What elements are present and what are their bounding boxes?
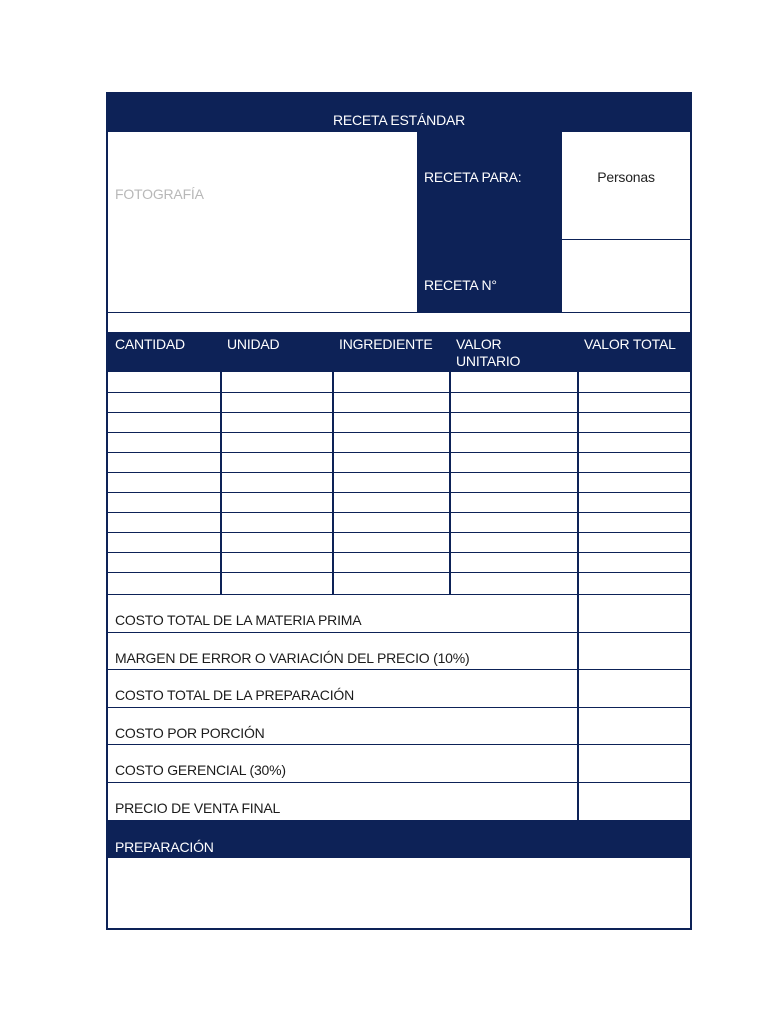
table-row <box>108 492 690 512</box>
table-cell[interactable] <box>583 513 690 532</box>
cost-value-field[interactable] <box>579 633 690 670</box>
table-cell[interactable] <box>455 573 577 592</box>
photo-placeholder: FOTOGRAFÍA <box>115 186 204 202</box>
spacer-row <box>108 312 690 332</box>
table-cell[interactable] <box>455 473 577 492</box>
table-cell[interactable] <box>114 433 220 452</box>
table-cell[interactable] <box>226 573 332 592</box>
table-cell[interactable] <box>226 493 332 512</box>
table-cell[interactable] <box>114 513 220 532</box>
table-cell[interactable] <box>114 573 220 592</box>
table-cell[interactable] <box>226 473 332 492</box>
recipe-for-label: RECETA PARA: <box>424 169 522 185</box>
table-cell[interactable] <box>455 413 577 432</box>
table-row <box>108 552 690 572</box>
cost-row <box>108 594 690 632</box>
cost-row <box>108 707 690 745</box>
cost-value-field[interactable] <box>579 708 690 745</box>
table-cell[interactable] <box>338 453 449 472</box>
table-cell[interactable] <box>226 393 332 412</box>
table-cell[interactable] <box>583 573 690 592</box>
table-row <box>108 392 690 412</box>
table-cell[interactable] <box>226 453 332 472</box>
table-cell[interactable] <box>583 493 690 512</box>
table-cell[interactable] <box>583 393 690 412</box>
table-cell[interactable] <box>338 413 449 432</box>
table-cell[interactable] <box>455 453 577 472</box>
table-cell[interactable] <box>455 533 577 552</box>
cost-value-field[interactable] <box>579 595 690 632</box>
table-cell[interactable] <box>338 473 449 492</box>
table-cell[interactable] <box>114 413 220 432</box>
table-cell[interactable] <box>226 533 332 552</box>
photo-area[interactable] <box>108 132 417 312</box>
table-cell[interactable] <box>583 413 690 432</box>
table-row <box>108 512 690 532</box>
table-cell[interactable] <box>114 453 220 472</box>
preparation-textarea[interactable] <box>108 858 690 928</box>
table-cell[interactable] <box>338 533 449 552</box>
cost-label: PRECIO DE VENTA FINAL <box>115 799 281 816</box>
column-header-quantity: CANTIDAD <box>115 336 185 352</box>
table-cell[interactable] <box>455 493 577 512</box>
recipe-card <box>106 92 692 930</box>
persons-label: Personas <box>597 169 655 185</box>
table-cell[interactable] <box>114 473 220 492</box>
table-cell[interactable] <box>583 372 690 392</box>
table-cell[interactable] <box>226 513 332 532</box>
table-cell[interactable] <box>455 433 577 452</box>
cost-row <box>108 782 690 820</box>
table-cell[interactable] <box>455 553 577 572</box>
meta-labels <box>417 132 562 312</box>
cost-summary <box>108 594 690 820</box>
cost-value-field[interactable] <box>579 783 690 820</box>
table-cell[interactable] <box>455 393 577 412</box>
title-bar <box>108 94 690 132</box>
column-divider <box>332 372 334 594</box>
recipe-number-field[interactable] <box>562 240 690 312</box>
table-cell[interactable] <box>114 393 220 412</box>
column-header-ingredient: INGREDIENTE <box>339 336 433 352</box>
table-cell[interactable] <box>583 433 690 452</box>
table-row <box>108 532 690 552</box>
table-cell[interactable] <box>338 493 449 512</box>
table-cell[interactable] <box>583 553 690 572</box>
cost-label: COSTO GERENCIAL (30%) <box>115 762 286 779</box>
table-cell[interactable] <box>226 433 332 452</box>
table-cell[interactable] <box>338 573 449 592</box>
ingredients-table <box>108 372 690 592</box>
cost-label: COSTO TOTAL DE LA MATERIA PRIMA <box>115 612 362 628</box>
preparation-header <box>108 820 690 858</box>
column-header-unit: UNIDAD <box>227 336 280 352</box>
column-divider <box>577 372 579 594</box>
table-cell[interactable] <box>455 513 577 532</box>
persons-field[interactable] <box>562 132 690 240</box>
page-title: RECETA ESTÁNDAR <box>332 112 466 128</box>
table-row <box>108 452 690 472</box>
cost-label: COSTO TOTAL DE LA PREPARACIÓN <box>115 687 355 704</box>
table-cell[interactable] <box>338 553 449 572</box>
table-row <box>108 412 690 432</box>
table-cell[interactable] <box>338 372 449 392</box>
cost-row <box>108 632 690 670</box>
table-row <box>108 432 690 452</box>
cost-value-field[interactable] <box>579 670 690 707</box>
table-row <box>108 372 690 392</box>
recipe-number-label: RECETA N° <box>424 277 497 293</box>
table-cell[interactable] <box>583 533 690 552</box>
table-row <box>108 572 690 592</box>
preparation-title: PREPARACIÓN <box>115 839 214 855</box>
table-cell[interactable] <box>226 372 332 392</box>
table-cell[interactable] <box>226 553 332 572</box>
table-row <box>108 472 690 492</box>
cost-label: COSTO POR PORCIÓN <box>115 724 265 741</box>
table-cell[interactable] <box>338 393 449 412</box>
table-cell[interactable] <box>114 553 220 572</box>
table-cell[interactable] <box>583 473 690 492</box>
column-header-total-value: VALOR TOTAL <box>584 336 676 352</box>
ingredients-header <box>108 332 690 372</box>
cost-row <box>108 744 690 782</box>
column-divider <box>220 372 222 594</box>
table-cell[interactable] <box>455 372 577 392</box>
table-cell[interactable] <box>226 413 332 432</box>
table-cell[interactable] <box>114 533 220 552</box>
table-cell[interactable] <box>338 513 449 532</box>
table-cell[interactable] <box>114 372 220 392</box>
cost-value-field[interactable] <box>579 745 690 782</box>
cost-row <box>108 669 690 707</box>
column-divider <box>449 372 451 594</box>
table-cell[interactable] <box>114 493 220 512</box>
column-header-unit-value: VALOR UNITARIO <box>456 336 521 369</box>
table-cell[interactable] <box>583 453 690 472</box>
cost-label: MARGEN DE ERROR O VARIACIÓN DEL PRECIO (10%) <box>115 649 470 666</box>
table-cell[interactable] <box>338 433 449 452</box>
